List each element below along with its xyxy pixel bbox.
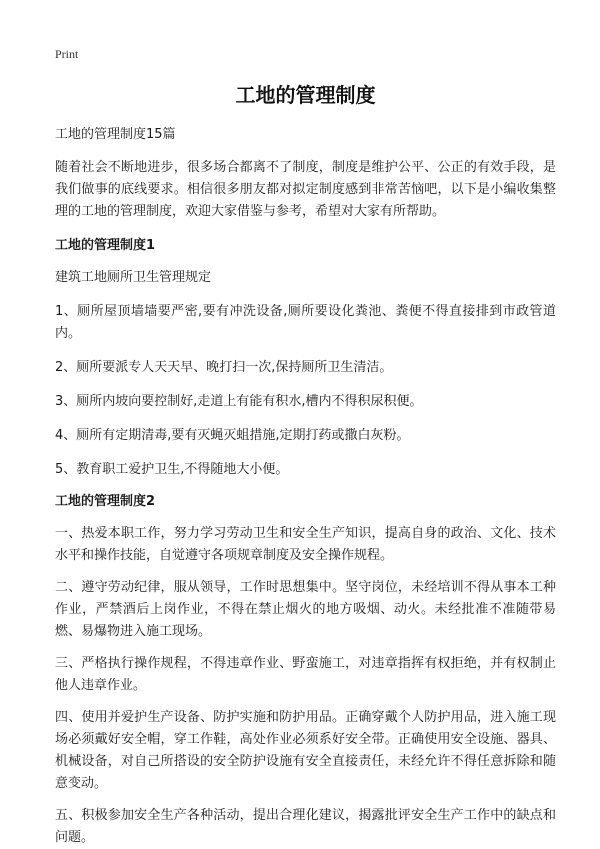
section-paragraph: 四、使用并爱护生产设备、防护实施和防护用品。正确穿戴个人防护用品，进入施工现场必须戴好安全帽，穿工作鞋，高处作业必须系好安全带。正确使用安全设施、器具、机械设备，对自己所搭设的安全防护设施有安全直接责任，未经允许不得任意拆除和随意变动。 — [55, 710, 556, 791]
section-heading: 工地的管理制度1 — [55, 238, 156, 253]
section-heading: 工地的管理制度2 — [55, 494, 156, 509]
section-paragraph: 一、热爱本职工作，努力学习劳动卫生和安全生产知识，提高自身的政治、文化、技术水平和操作技能，自觉遵守各项规章制度及安全操作规程。 — [55, 526, 556, 563]
section-paragraph: 5、教育职工爱护卫生,不得随地大小便。 — [55, 462, 289, 477]
section-paragraph: 1、厕所屋顶墙墙要严密,要有冲洗设备,厕所要设化粪池、粪便不得直接排到市政管道内。 — [55, 304, 556, 341]
section-paragraph: 4、厕所有定期清毒,要有灭蝇灭蛆措施,定期打药或撒白灰粉。 — [55, 428, 410, 443]
section-paragraph: 三、严格执行操作规程，不得违章作业、野蛮施工，对违章指挥有权拒绝，并有权制止他人违章作业。 — [55, 656, 556, 693]
section-paragraph: 二、遵守劳动纪律，服从领导，工作时思想集中。坚守岗位，未经培训不得从事本工种作业，严禁酒后上岗作业，不得在禁止烟火的地方吸烟、动火。未经批准不准随带易燃、易爆物进入施工现场。 — [55, 580, 556, 639]
section-paragraph: 五、积极参加安全生产各种活动，提出合理化建议，揭露批评安全生产工作中的缺点和问题。 — [55, 808, 556, 845]
section-paragraph: 3、厕所内坡向要控制好,走道上有能有积水,槽内不得积尿积便。 — [55, 394, 423, 409]
page-title: 工地的管理制度 — [235, 83, 376, 107]
document-subtitle: 工地的管理制度15篇 — [55, 127, 176, 142]
print-label: Print — [55, 47, 79, 61]
section-1 — [55, 237, 556, 481]
section-2 — [55, 493, 556, 849]
intro-paragraph: 随着社会不断地进步，很多场合都离不了制度，制度是维护公平、公正的有效手段，是我们做事的底线要求。相信很多朋友都对拟定制度感到非常苦恼吧，以下是小编收集整理的工地的管理制度，欢迎大家借鉴与参考，希望对大家有所帮助。 — [55, 160, 556, 219]
section-paragraph: 建筑工地厕所卫生管理规定 — [55, 270, 212, 285]
section-paragraph: 2、厕所要派专人天天早、晚打扫一次,保持厕所卫生清洁。 — [55, 360, 393, 375]
